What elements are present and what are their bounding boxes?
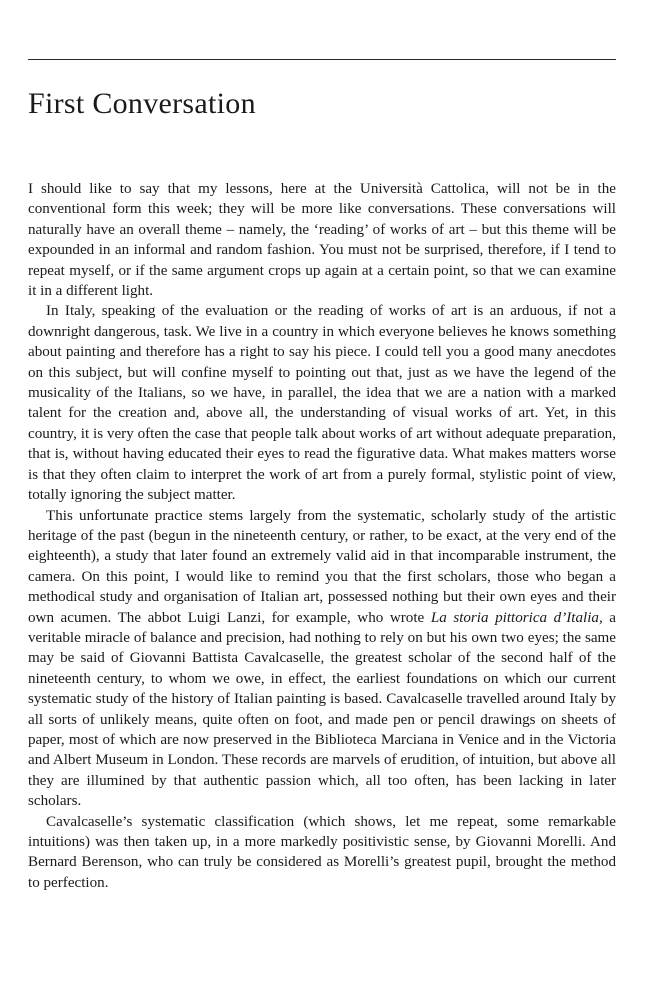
book-page — [28, 0, 616, 1000]
paragraph-3 — [28, 506, 616, 812]
paragraph-1: I should like to say that my lessons, here at the Università Cattolica, will not be in the conventional form this week; they will be more like conversations. These conversations will naturally have an overall theme – namely, the ‘reading’ of works of art – but this theme will be expounded in an informal and random fashion. You must not be surprised, therefore, if I tend to repeat myself, or if the same argument crops up again at a certain point, so that we can examine it in a different light. — [28, 181, 616, 300]
body-text — [28, 179, 616, 893]
paragraph-3-part-1: This unfortunate practice stems largely from the systematic, scholarly study of the artistic heritage of the past (begun in the nineteenth century, or rather, to be exact, at the very end of the eighteenth), a study that later found an extremely valid aid in that incomparable instrument, the camera. On this point, I would like to remind you that the first scholars, those who began a methodical study and organisation of Italian art, possessed nothing but their own eyes and their own acumen. The abbot Luigi Lanzi, for example, who wrote — [28, 507, 616, 626]
paragraph-3-part-2: a veritable miracle of balance and precision, had nothing to rely on but his own two eyes; the same may be said of Giovanni Battista Cavalcaselle, the greatest scholar of the second half of the nineteenth century, to whom we owe, in effect, the earliest foundations on which our current systematic study of the history of Italian painting is based. Cavalcaselle travelled around Italy by all sorts of unlikely means, quite often on foot, and made pen or pencil drawings on sheets of paper, most of which are now preserved in the Biblioteca Marciana in Venice and in the Victoria and Albert Museum in London. These records are marvels of erudition, of intuition, but above all they are illumined by that authentic passion which, all too often, has been lacking in later scholars. — [28, 609, 617, 810]
top-rule — [28, 59, 616, 60]
chapter-title: First Conversation — [28, 87, 256, 120]
paragraph-4: Cavalcaselle’s systematic classification (which shows, let me repeat, some remarkable intuitions) was then taken up, in a more markedly positivistic sense, by Giovanni Morelli. And Bernard Berenson, who can truly be considered as Morelli’s greatest pupil, brought the method to perfection. — [28, 813, 616, 891]
book-title-italic: La storia pittorica d’Italia, — [430, 609, 603, 626]
paragraph-2: In Italy, speaking of the evaluation or the reading of works of art is an arduous, if not a downright dangerous, task. We live in a country in which everyone believes he knows something about painting and therefore has a right to say his piece. I could tell you a good many anecdotes on this subject, but will confine myself to pointing out that, just as we have the legend of the musicality of the Italians, so we have, in parallel, the idea that we are a nation with a marked talent for the creation and, above all, the understanding of visual works of art. Yet, in this country, it is very often the case that people talk about works of art without adequate preparation, that is, without having educated their eyes to read the figurative data. What makes matters worse is that they often claim to interpret the work of art from a purely formal, stylistic point of view, totally ignoring the subject matter. — [28, 303, 616, 504]
